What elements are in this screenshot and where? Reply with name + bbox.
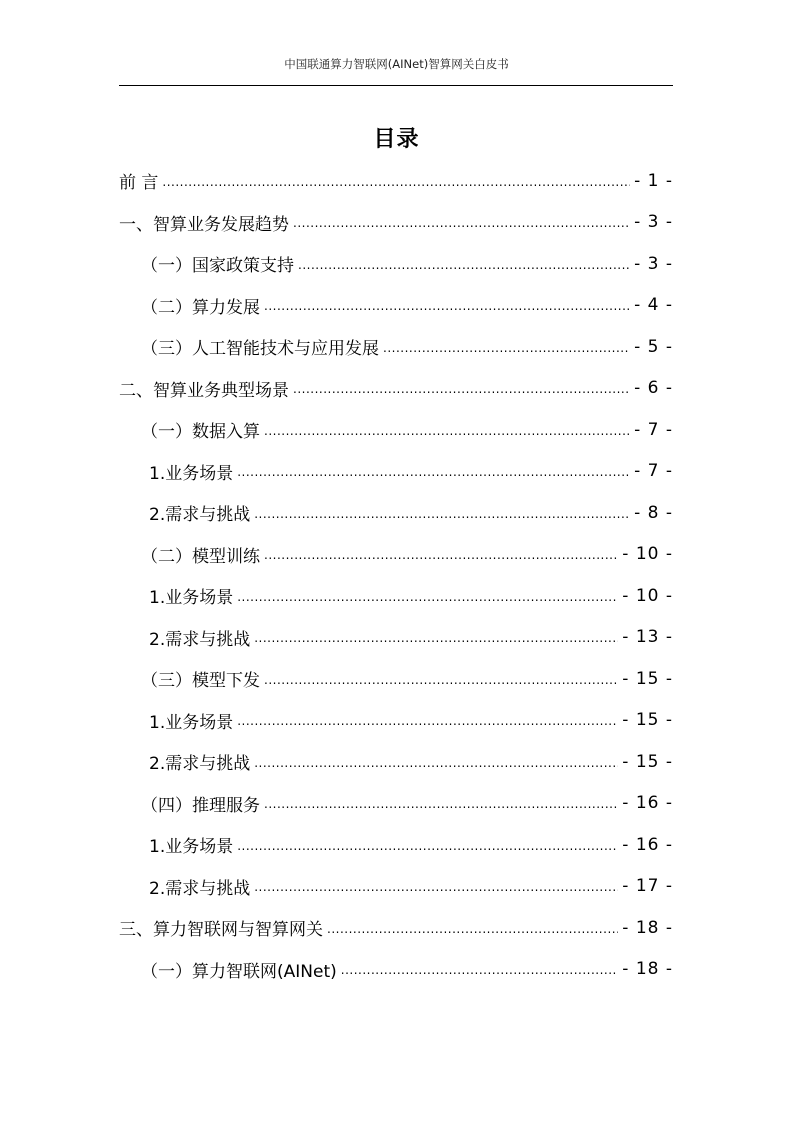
toc-dot-leader [237, 835, 618, 855]
toc-title: 目录 [373, 127, 420, 152]
toc-entry[interactable] [119, 243, 673, 285]
toc-entry[interactable] [119, 824, 673, 866]
toc-entry-label: 1.业务场景 [149, 712, 234, 733]
toc-entry-label: 1.业务场景 [149, 588, 234, 609]
toc-dot-leader [237, 586, 618, 606]
toc-entry[interactable] [119, 907, 673, 949]
toc-entry-page-number: - 16 - [622, 793, 673, 814]
toc-entry-page-number: - 13 - [622, 627, 673, 648]
toc-dot-leader [254, 627, 618, 647]
table-of-contents [119, 160, 673, 990]
toc-entry-label: （四）推理服务 [141, 795, 260, 816]
toc-entry-label: （一）国家政策支持 [141, 256, 294, 277]
toc-entry-page-number: - 16 - [622, 834, 673, 855]
toc-entry[interactable] [119, 575, 673, 617]
toc-entry[interactable] [119, 160, 673, 202]
toc-entry[interactable] [119, 202, 673, 244]
toc-entry-page-number: - 15 - [622, 710, 673, 731]
toc-entry-label: 二、智算业务典型场景 [119, 380, 289, 401]
toc-entry[interactable] [119, 741, 673, 783]
toc-entry-label: 前 言 [119, 173, 159, 194]
toc-entry-page-number: - 6 - [634, 378, 673, 399]
header-divider [119, 85, 673, 86]
toc-entry-page-number: - 7 - [634, 419, 673, 440]
toc-entry-label: （二）算力发展 [141, 297, 260, 318]
toc-entry[interactable] [119, 409, 673, 451]
toc-dot-leader [264, 420, 630, 440]
toc-dot-leader [341, 959, 619, 979]
toc-dot-leader [264, 544, 618, 564]
toc-entry-page-number: - 5 - [634, 336, 673, 357]
toc-entry[interactable] [119, 285, 673, 327]
toc-entry-page-number: - 3 - [634, 212, 673, 233]
toc-dot-leader [293, 212, 630, 232]
toc-dot-leader [254, 503, 630, 523]
toc-entry-label: （一）数据入算 [141, 422, 260, 443]
toc-entry-page-number: - 7 - [634, 461, 673, 482]
toc-entry-label: （二）模型训练 [141, 546, 260, 567]
toc-entry-page-number: - 10 - [622, 585, 673, 606]
page-header: 中国联通算力智联网(AINet)智算网关白皮书 [284, 57, 509, 71]
toc-dot-leader [254, 752, 618, 772]
toc-dot-leader [264, 793, 618, 813]
toc-entry-label: 1.业务场景 [149, 837, 234, 858]
toc-dot-leader [237, 710, 618, 730]
toc-entry-page-number: - 8 - [634, 502, 673, 523]
toc-entry[interactable] [119, 949, 673, 991]
toc-entry[interactable] [119, 492, 673, 534]
toc-entry[interactable] [119, 658, 673, 700]
toc-entry-page-number: - 15 - [622, 668, 673, 689]
toc-dot-leader [383, 337, 630, 357]
toc-entry[interactable] [119, 700, 673, 742]
toc-entry-label: 2.需求与挑战 [149, 629, 251, 650]
toc-entry-label: 三、算力智联网与智算网关 [119, 920, 323, 941]
toc-entry-page-number: - 10 - [622, 544, 673, 565]
toc-entry[interactable] [119, 451, 673, 493]
toc-entry-page-number: - 15 - [622, 751, 673, 772]
toc-entry-page-number: - 1 - [634, 170, 673, 191]
toc-entry[interactable] [119, 326, 673, 368]
toc-dot-leader [254, 876, 618, 896]
toc-entry-label: （三）模型下发 [141, 671, 260, 692]
toc-dot-leader [162, 171, 630, 191]
toc-entry[interactable] [119, 368, 673, 410]
toc-dot-leader [298, 254, 630, 274]
toc-entry-label: 2.需求与挑战 [149, 754, 251, 775]
toc-entry-page-number: - 3 - [634, 253, 673, 274]
toc-entry-page-number: - 18 - [622, 917, 673, 938]
toc-entry[interactable] [119, 783, 673, 825]
toc-entry-label: 一、智算业务发展趋势 [119, 214, 289, 235]
toc-entry[interactable] [119, 617, 673, 659]
toc-entry-label: 2.需求与挑战 [149, 878, 251, 899]
toc-dot-leader [264, 295, 630, 315]
toc-entry[interactable] [119, 534, 673, 576]
toc-dot-leader [293, 378, 630, 398]
toc-dot-leader [264, 669, 618, 689]
toc-entry-page-number: - 17 - [622, 876, 673, 897]
toc-entry[interactable] [119, 866, 673, 908]
toc-entry-label: （三）人工智能技术与应用发展 [141, 339, 379, 360]
toc-entry-label: 1.业务场景 [149, 463, 234, 484]
toc-dot-leader [327, 918, 618, 938]
toc-entry-page-number: - 4 - [634, 295, 673, 316]
toc-dot-leader [237, 461, 630, 481]
toc-entry-page-number: - 18 - [622, 959, 673, 980]
toc-entry-label: 2.需求与挑战 [149, 505, 251, 526]
toc-entry-label: （一）算力智联网(AINet) [141, 961, 337, 982]
